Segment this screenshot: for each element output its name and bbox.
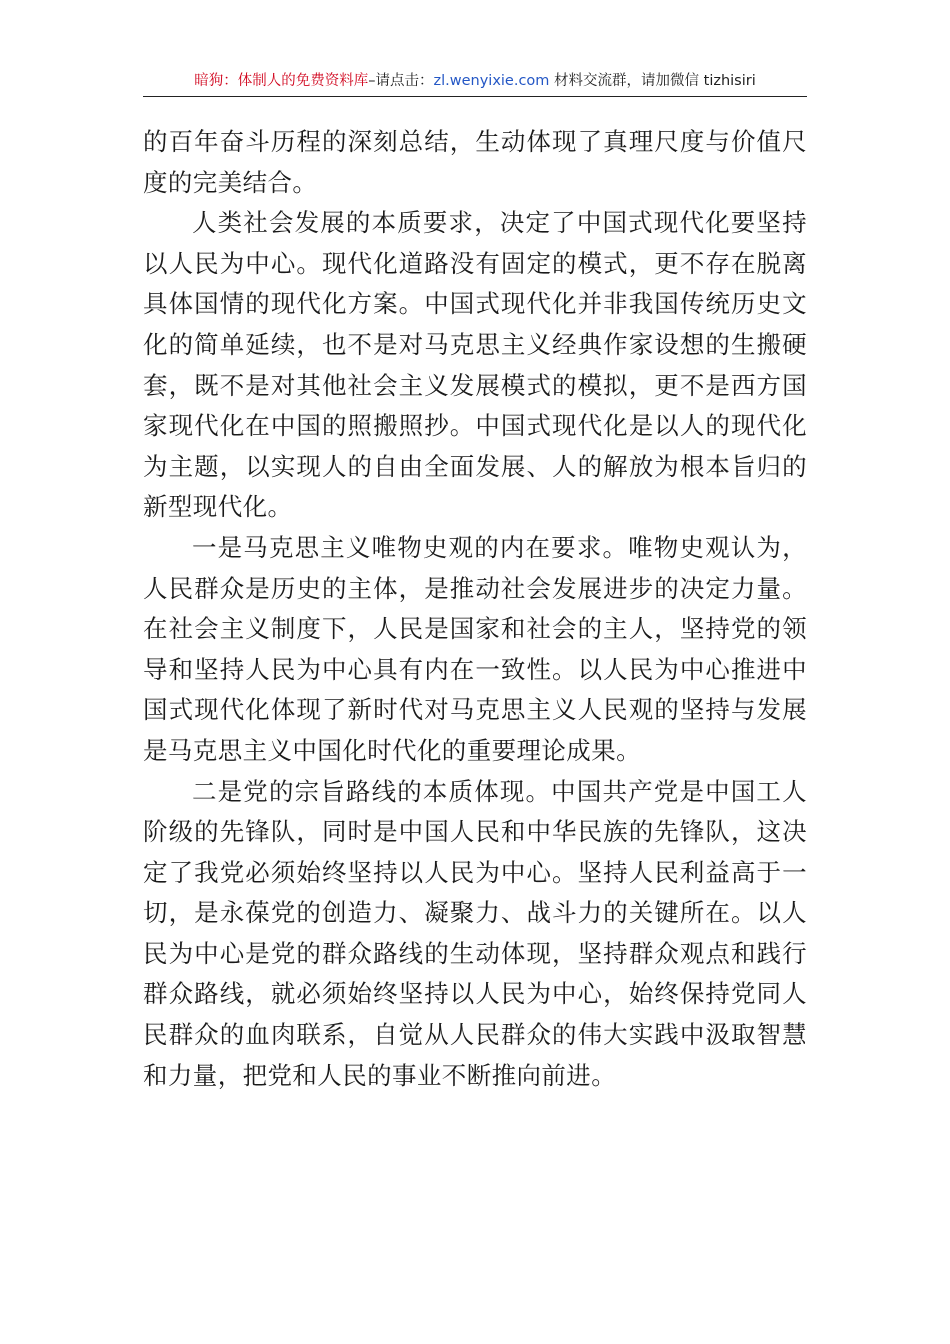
header-url-link[interactable]: zl.wenyixie.com (433, 73, 550, 89)
paragraph-continuation: 的百年奋斗历程的深刻总结，生动体现了真理尺度与价值尺度的完美结合。 (143, 127, 807, 197)
header-divider (143, 96, 807, 97)
document-body (143, 122, 807, 1096)
paragraph-point-two: 二是党的宗旨路线的本质体现。中国共产党是中国工人阶级的先锋队，同时是中国人民和中华民族的先锋队，这决定了我党必须始终坚持以人民为中心。坚持人民利益高于一切，是永葆党的创造力、凝聚力、战斗力的关键所在。以人民为中心是党的群众路线的生动体现，坚持群众观点和践行群众路线，就必须始终坚持以人民为中心，始终保持党同人民群众的血肉联系，自觉从人民群众的伟大实践中汲取智慧和力量，把党和人民的事业不断推向前进。 (143, 776, 807, 1090)
paragraph-essential-requirement: 人类社会发展的本质要求，决定了中国式现代化要坚持以人民为中心。现代化道路没有固定的模式，更不存在脱离具体国情的现代化方案。中国式现代化并非我国传统历史文化的简单延续，也不是对马克思主义经典作家设想的生搬硬套，既不是对其他社会主义发展模式的模拟，更不是西方国家现代化在中国的照搬照抄。中国式现代化是以人的现代化为主题，以实现人的自由全面发展、人的解放为根本旨归的新型现代化。 (143, 208, 807, 522)
header-contact: 材料交流群，请加微信 tizhisiri (554, 73, 756, 89)
header-prompt: –请点击： (368, 73, 434, 89)
header-brand: 暗狗：体制人的免费资料库 (194, 73, 369, 89)
paragraph-point-one: 一是马克思主义唯物史观的内在要求。唯物史观认为，人民群众是历史的主体，是推动社会发展进步的决定力量。在社会主义制度下，人民是国家和社会的主人，坚持党的领导和坚持人民为中心具有内在一致性。以人民为中心推进中国式现代化体现了新时代对马克思主义人民观的坚持与发展是马克思主义中国化时代化的重要理论成果。 (143, 532, 807, 765)
page-header (143, 66, 807, 96)
